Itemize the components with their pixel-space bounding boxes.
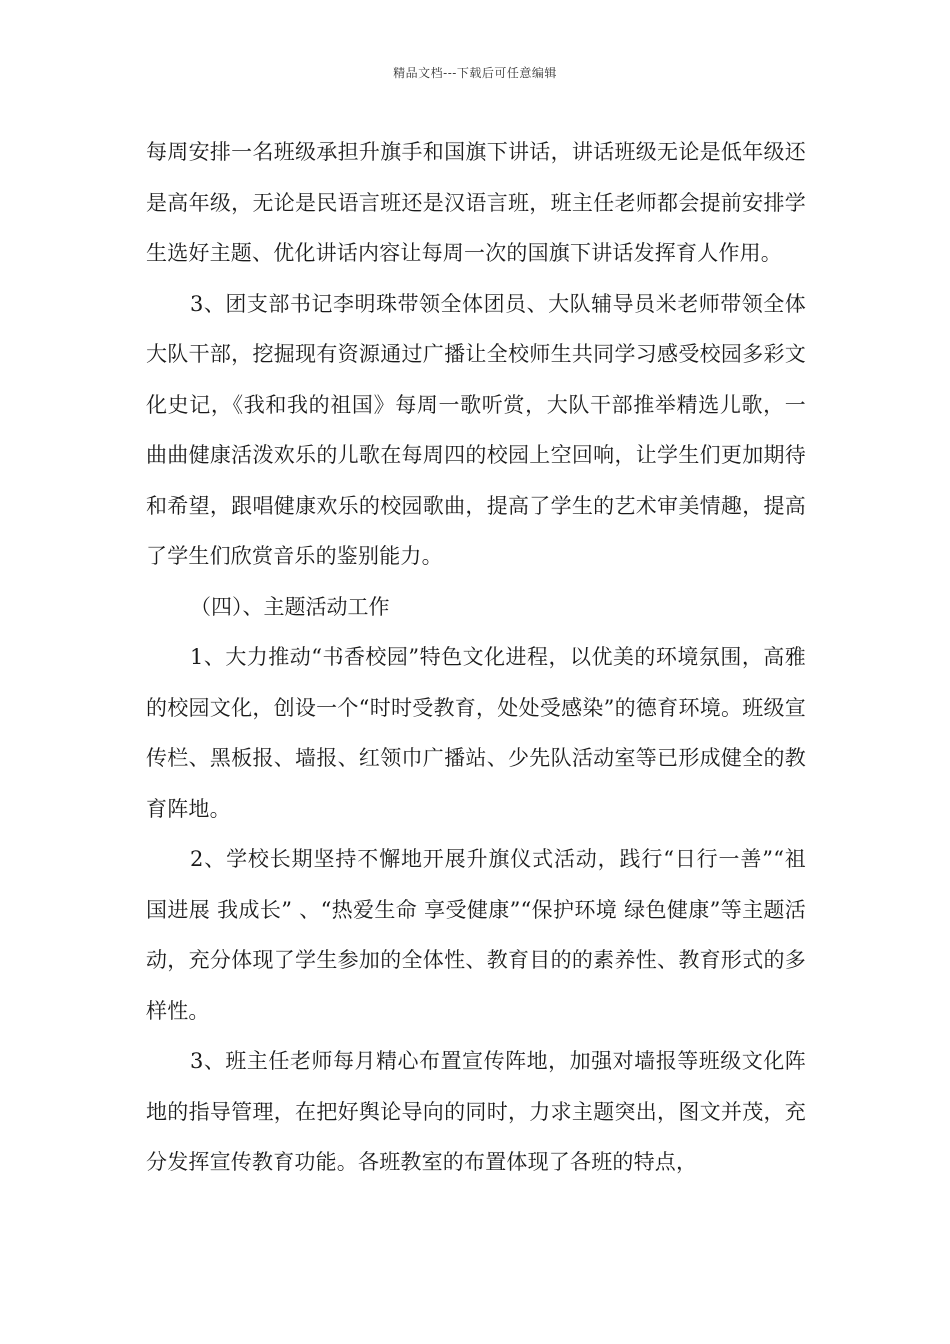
paragraph-continued: 每周安排一名班级承担升旗手和国旗下讲话，讲话班级无论是低年级还是高年级，无论是民语言班还是汉语言班，班主任老师都会提前安排学生选好主题、优化讲话内容让每周一次的国旗下讲话发挥育人作用。: [146, 140, 806, 265]
document-body: [146, 127, 806, 1188]
paragraph-item-1-campus-culture: 1、大力推动“书香校园”特色文化进程，以优美的环境氛围，高雅的校园文化，创设一个“时时受教育，处处受感染”的德育环境。班级宣传栏、黑板报、墙报、红领巾广播站、少先队活动室等已形成健全的教育阵地。: [146, 645, 806, 821]
paragraph-item-3-broadcast: 3、团支部书记李明珠带领全体团员、大队辅导员米老师带领全体大队干部，挖掘现有资源通过广播让全校师生共同学习感受校园多彩文化史记，《我和我的祖国》每周一歌听赏，大队干部推举精选儿歌，一曲曲健康活泼欢乐的儿歌在每周四的校园上空回响，让学生们更加期待和希望，跟唱健康欢乐的校园歌曲，提高了学生的艺术审美情趣，提高了学生们欣赏音乐的鉴别能力。: [146, 291, 806, 568]
page-header: 精品文档---下载后可任意编辑: [393, 66, 557, 80]
paragraph-item-2-flag-ceremony: 2、学校长期坚持不懈地开展升旗仪式活动，践行“日行一善”“祖国进展 我成长” 、“热爱生命 享受健康”“保护环境 绿色健康”等主题活动，充分体现了学生参加的全体性、教育目的的素养性、教育形式的多样性。: [146, 847, 806, 1023]
paragraph-item-3-publicity: 3、班主任老师每月精心布置宣传阵地，加强对墙报等班级文化阵地的指导管理，在把好舆论导向的同时，力求主题突出，图文并茂，充分发挥宣传教育功能。各班教室的布置体现了各班的特点，: [146, 1049, 806, 1174]
section-heading-theme-activities: （四）、主题活动工作: [190, 594, 390, 619]
